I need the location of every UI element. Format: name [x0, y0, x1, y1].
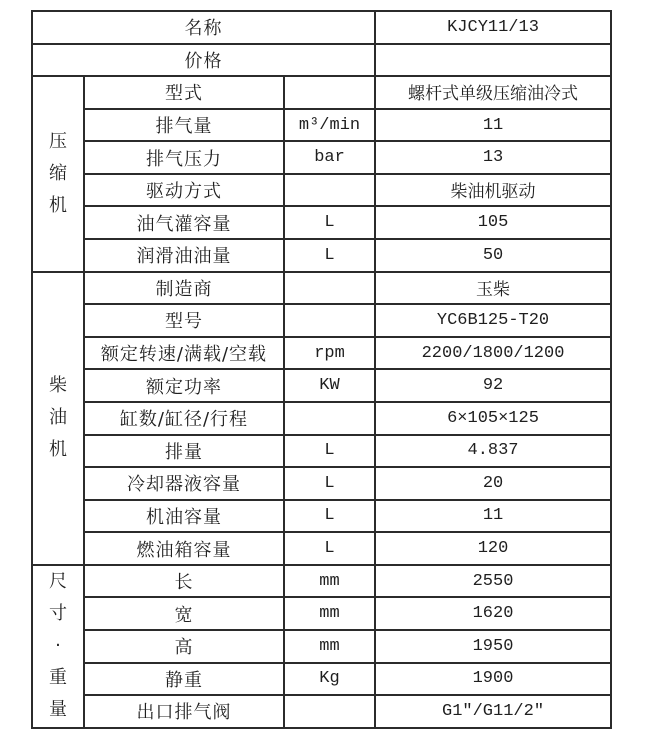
table-row-price: [32, 44, 611, 77]
spec-value: 柴油机驱动: [375, 174, 611, 207]
spec-label: 缸数/缸径/行程: [84, 402, 284, 435]
spec-table: [31, 10, 612, 729]
section-label-compressor: [32, 76, 84, 271]
spec-label: 静重: [84, 663, 284, 696]
spec-label: 制造商: [84, 272, 284, 305]
spec-unit: [284, 174, 375, 207]
table-row: [32, 663, 611, 696]
spec-label: 出口排气阀: [84, 695, 284, 728]
spec-value: 92: [375, 369, 611, 402]
spec-unit: L: [284, 532, 375, 565]
spec-value: 4.837: [375, 435, 611, 468]
price-label: 价格: [32, 44, 375, 77]
spec-unit: [284, 76, 375, 109]
table-row: [32, 597, 611, 630]
spec-label: 排量: [84, 435, 284, 468]
spec-label: 额定功率: [84, 369, 284, 402]
spec-unit: L: [284, 500, 375, 533]
spec-unit: mm: [284, 565, 375, 598]
table-row: [32, 109, 611, 142]
name-label: 名称: [32, 11, 375, 44]
spec-value: 螺杆式单级压缩油冷式: [375, 76, 611, 109]
spec-unit: [284, 272, 375, 305]
table-row: [32, 695, 611, 728]
spec-value: 20: [375, 467, 611, 500]
spec-value: 6×105×125: [375, 402, 611, 435]
table-row: [32, 467, 611, 500]
spec-label: 燃油箱容量: [84, 532, 284, 565]
spec-value: G1″/G11/2″: [375, 695, 611, 728]
spec-unit: mm: [284, 597, 375, 630]
table-row: [32, 369, 611, 402]
table-row: [32, 141, 611, 174]
spec-label: 机油容量: [84, 500, 284, 533]
spec-label: 长: [84, 565, 284, 598]
spec-unit: [284, 304, 375, 337]
section-label-text: 柴油机: [49, 375, 67, 461]
spec-label: 冷却器液容量: [84, 467, 284, 500]
spec-value: 1900: [375, 663, 611, 696]
spec-label: 排气量: [84, 109, 284, 142]
spec-unit: [284, 695, 375, 728]
table-row: [32, 174, 611, 207]
spec-label: 宽: [84, 597, 284, 630]
table-row: [32, 402, 611, 435]
spec-value: 105: [375, 206, 611, 239]
spec-value: 2550: [375, 565, 611, 598]
spec-value: 120: [375, 532, 611, 565]
spec-label: 型号: [84, 304, 284, 337]
spec-unit: KW: [284, 369, 375, 402]
spec-value: 11: [375, 500, 611, 533]
spec-unit: L: [284, 467, 375, 500]
table-row: [32, 435, 611, 468]
spec-unit: L: [284, 435, 375, 468]
table-row: [32, 500, 611, 533]
section-label-text: 尺寸·重量: [49, 571, 67, 721]
spec-unit: bar: [284, 141, 375, 174]
spec-label: 驱动方式: [84, 174, 284, 207]
spec-value: 50: [375, 239, 611, 272]
spec-label: 型式: [84, 76, 284, 109]
spec-label: 润滑油油量: [84, 239, 284, 272]
spec-unit: Kg: [284, 663, 375, 696]
spec-unit: [284, 402, 375, 435]
spec-unit: L: [284, 206, 375, 239]
spec-unit: L: [284, 239, 375, 272]
spec-value: YC6B125-T20: [375, 304, 611, 337]
table-row-name: [32, 11, 611, 44]
spec-value: 13: [375, 141, 611, 174]
spec-value: 1950: [375, 630, 611, 663]
spec-label: 油气灌容量: [84, 206, 284, 239]
spec-label: 高: [84, 630, 284, 663]
spec-label: 额定转速/满载/空载: [84, 337, 284, 370]
table-row: [32, 76, 611, 109]
section-label-text: 压缩机: [49, 130, 67, 216]
table-row: [32, 337, 611, 370]
spec-unit: m³/min: [284, 109, 375, 142]
spec-label: 排气压力: [84, 141, 284, 174]
model-value: KJCY11/13: [375, 11, 611, 44]
section-label-dimensions-weight: [32, 565, 84, 728]
table-row: [32, 532, 611, 565]
spec-value: 11: [375, 109, 611, 142]
table-row: [32, 239, 611, 272]
spec-value: 2200/1800/1200: [375, 337, 611, 370]
table-row: [32, 630, 611, 663]
spec-unit: mm: [284, 630, 375, 663]
spec-value: 1620: [375, 597, 611, 630]
table-row: [32, 565, 611, 598]
table-row: [32, 272, 611, 305]
spec-value: 玉柴: [375, 272, 611, 305]
spec-unit: rpm: [284, 337, 375, 370]
price-value: [375, 44, 611, 77]
table-row: [32, 206, 611, 239]
table-row: [32, 304, 611, 337]
section-label-diesel-engine: [32, 272, 84, 565]
